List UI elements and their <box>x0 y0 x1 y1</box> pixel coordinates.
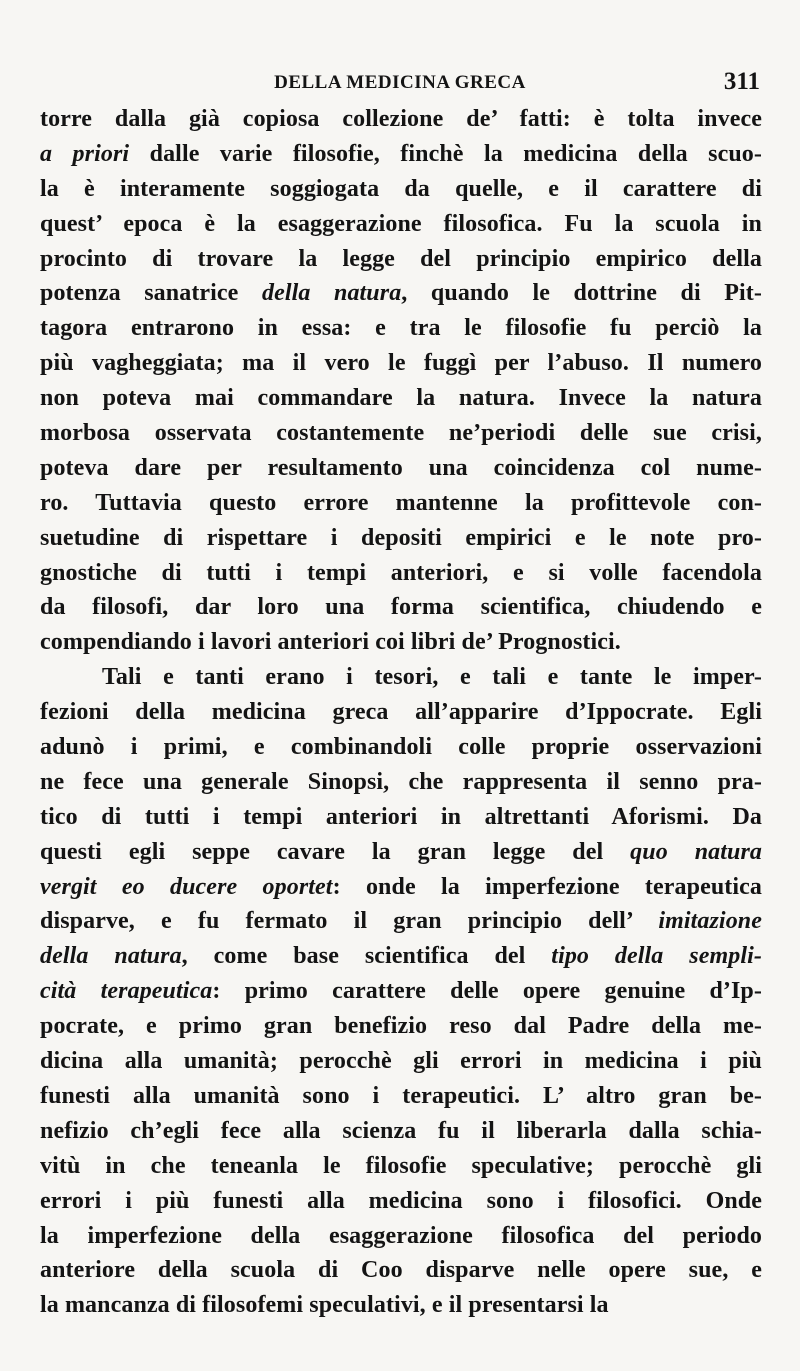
page-header <box>40 68 760 102</box>
text-line: procinto di trovare la legge del principio empirico della <box>40 245 762 272</box>
text-line: ro. Tuttavia questo errore mantenne la profittevole con- <box>40 489 762 516</box>
text-line: più vagheggiata; ma il vero le fuggì per l’abuso. Il numero <box>40 350 762 377</box>
page-number: 311 <box>723 68 760 95</box>
text-line: la mancanza di filosofemi speculativi, e il presentarsi la <box>40 1292 609 1319</box>
text-line: potenza sanatrice della natura, quando le dottrine di Pit- <box>40 280 762 307</box>
text-line: funesti alla umanità sono i terapeutici. L’ altro gran be- <box>40 1082 762 1109</box>
text-line: suetudine di rispettare i depositi empirici e le note pro- <box>40 524 762 551</box>
text-line: vitù in che teneanla le filosofie speculative; perocchè gli <box>40 1152 762 1179</box>
text-line: ne fece una generale Sinopsi, che rappresenta il senno pra- <box>40 768 762 795</box>
body-text <box>40 102 762 1323</box>
text-line: nefizio ch’egli fece alla scienza fu il liberarla dalla schia- <box>40 1117 762 1144</box>
text-line: vergit eo ducere oportet: onde la imperfezione terapeutica <box>40 873 762 900</box>
text-line: quest’ epoca è la esaggerazione filosofica. Fu la scuola in <box>40 210 762 237</box>
text-line: da filosofi, dar loro una forma scientifica, chiudendo e <box>40 594 762 621</box>
text-line: anteriore della scuola di Coo disparve nelle opere sue, e <box>40 1257 762 1284</box>
text-line: la è interamente soggiogata da quelle, e il carattere di <box>40 175 762 202</box>
text-line: disparve, e fu fermato il gran principio dell’ imitazione <box>40 908 762 935</box>
text-line: questi egli seppe cavare la gran legge del quo natura <box>40 838 762 865</box>
text-line: poteva dare per resultamento una coincidenza col nume- <box>40 454 762 481</box>
text-line: gnostiche di tutti i tempi anteriori, e si volle facendola <box>40 559 762 586</box>
text-line: tico di tutti i tempi anteriori in altrettanti Aforismi. Da <box>40 803 762 830</box>
running-head: DELLA MEDICINA GRECA <box>274 72 526 93</box>
text-line: torre dalla già copiosa collezione de’ fatti: è tolta invece <box>40 106 762 132</box>
text-line: compendiando i lavori anteriori coi libri de’ Prognostici. <box>40 629 621 656</box>
text-line: Tali e tanti erano i tesori, e tali e tante le imper- <box>102 664 762 691</box>
text-line: adunò i primi, e combinandoli colle proprie osservazioni <box>40 734 762 761</box>
text-line: fezioni della medicina greca all’apparire d’Ippocrate. Egli <box>40 699 762 726</box>
text-line: tagora entrarono in essa: e tra le filosofie fu perciò la <box>40 315 762 342</box>
text-line: a priori dalle varie filosofie, finchè la medicina della scuo- <box>40 140 762 167</box>
text-line: della natura, come base scientifica del tipo della sempli- <box>40 943 762 970</box>
text-line: non poteva mai commandare la natura. Invece la natura <box>40 385 762 412</box>
text-line: errori i più funesti alla medicina sono i filosofici. Onde <box>40 1187 762 1214</box>
text-line: pocrate, e primo gran benefizio reso dal Padre della me- <box>40 1013 762 1040</box>
text-line: la imperfezione della esaggerazione filosofica del periodo <box>40 1222 762 1249</box>
text-line: cità terapeutica: primo carattere delle opere genuine d’Ip- <box>40 978 762 1005</box>
text-line: morbosa osservata costantemente ne’periodi delle sue crisi, <box>40 420 762 447</box>
text-line: dicina alla umanità; perocchè gli errori in medicina i più <box>40 1048 762 1075</box>
